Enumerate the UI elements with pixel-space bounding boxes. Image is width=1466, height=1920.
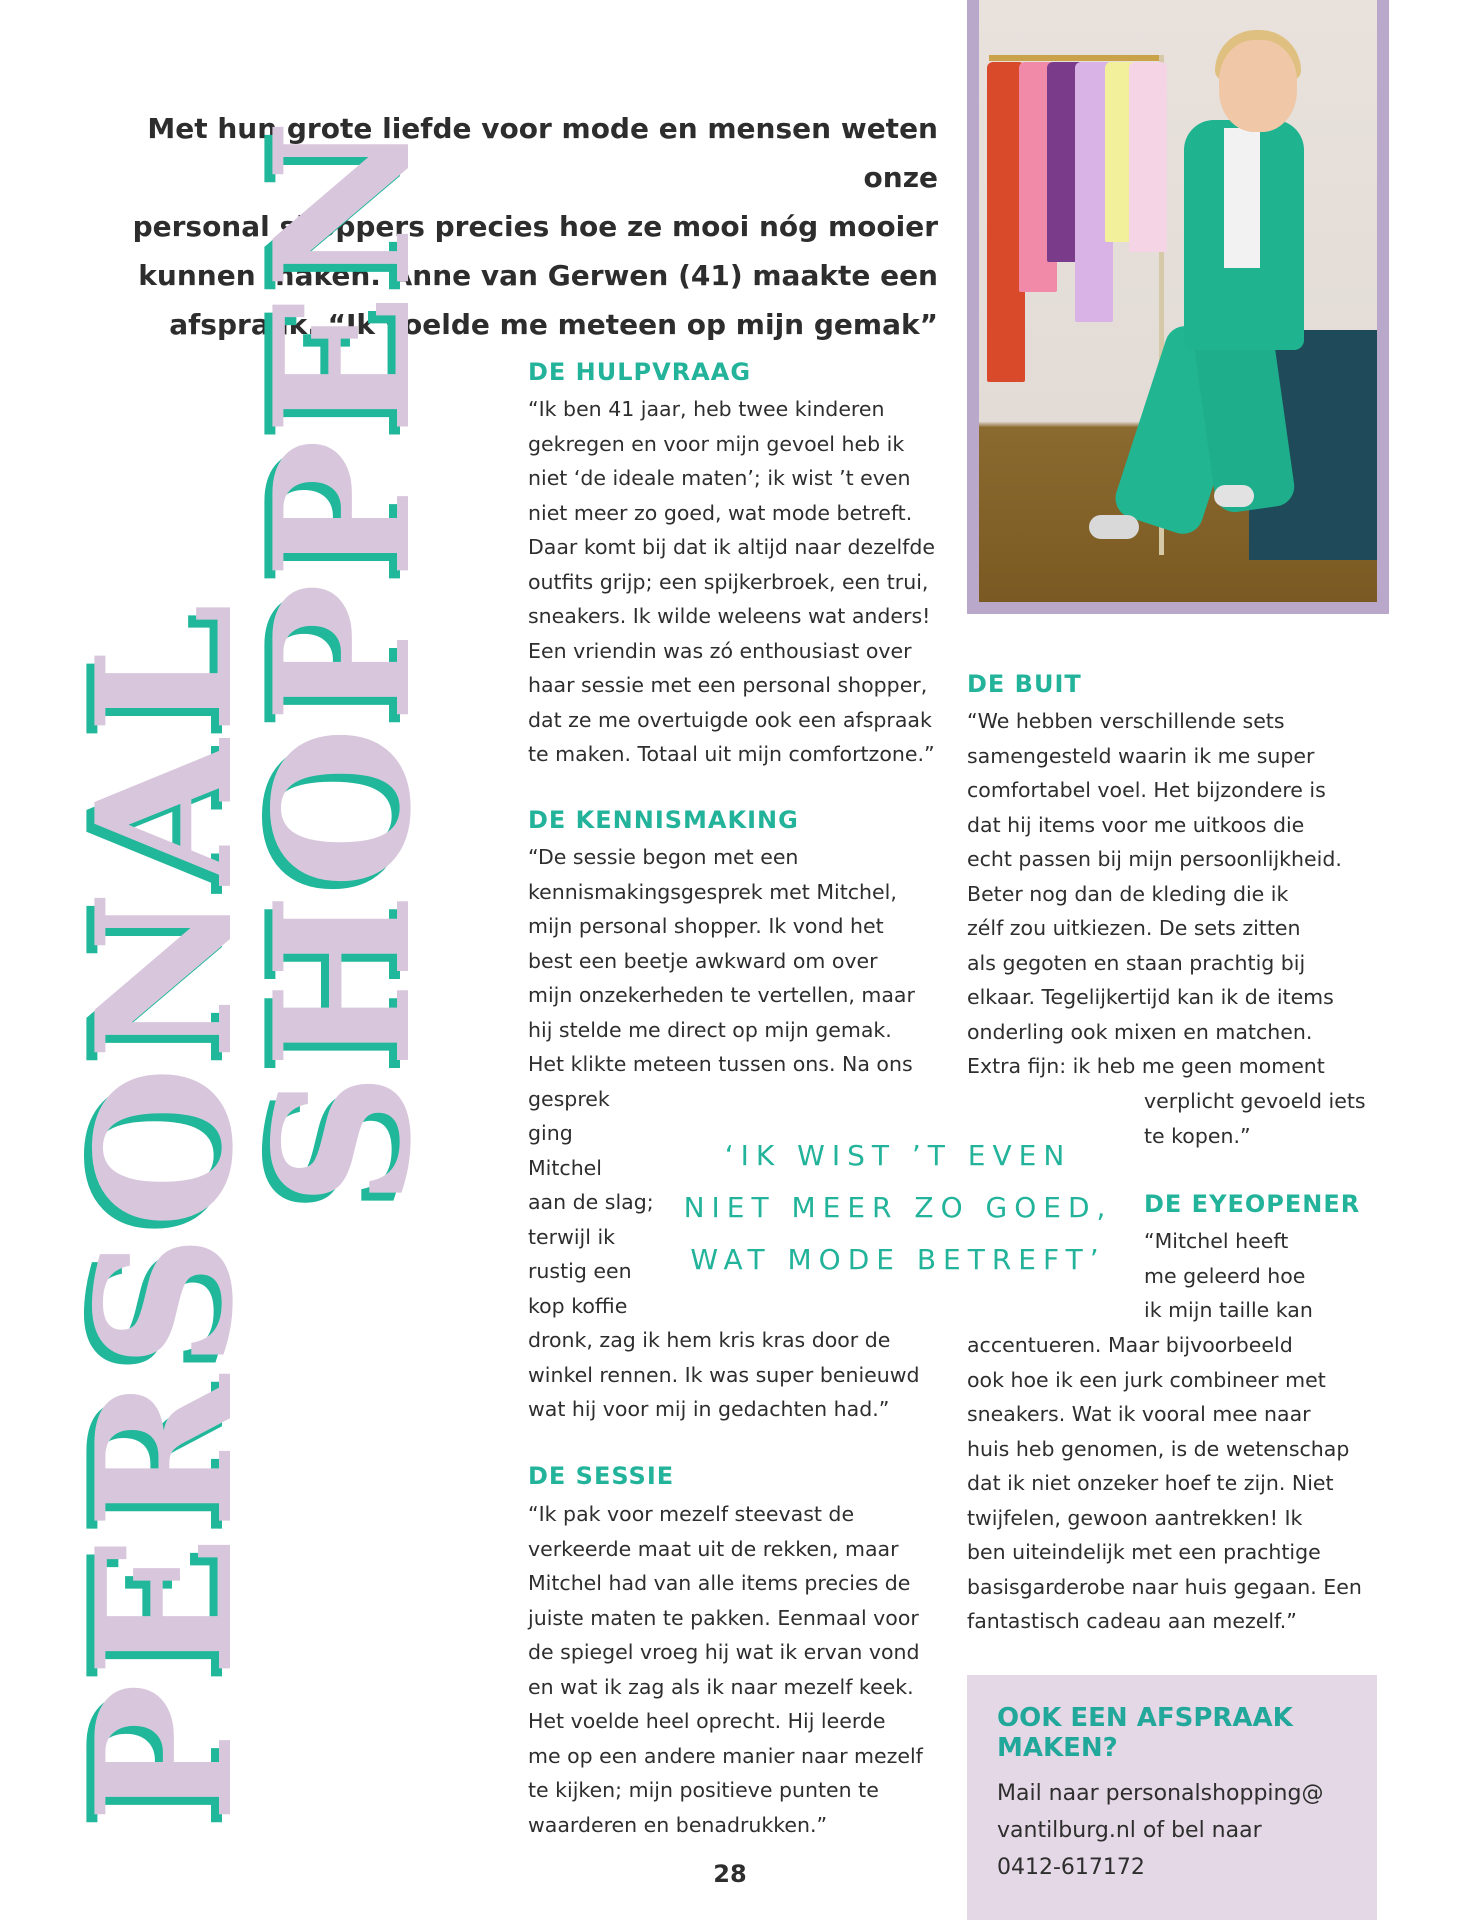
text-line: echt passen bij mijn persoonlijkheid.	[967, 847, 1342, 871]
title-shoppen: SHOPPEN	[233, 115, 452, 1207]
text-line: Extra fijn: ik heb me geen moment	[967, 1054, 1325, 1078]
text-line: “Mitchel heeft	[1144, 1229, 1289, 1253]
text-line: mijn personal shopper. Ik vond het	[528, 914, 884, 938]
text-line: winkel rennen. Ik was super benieuwd	[528, 1362, 920, 1387]
text-line: best een beetje awkward om over	[528, 948, 878, 973]
text-line: als gegoten en staan prachtig bij	[967, 950, 1306, 975]
intro-line: kunnen maken. Anne van Gerwen (41) maakte een	[138, 259, 938, 292]
quote-line: NIET MEER ZO GOED,	[683, 1191, 1113, 1224]
text-line: “Ik pak voor mezelf steevast de	[528, 1502, 855, 1526]
portrait-photo	[979, 0, 1377, 602]
text-line: kop koffie	[528, 1293, 628, 1318]
text-line: fantastisch cadeau aan mezelf.”	[967, 1609, 1297, 1633]
text-line: gesprek	[528, 1086, 610, 1111]
quote-line: ‘IK WIST ’T EVEN	[724, 1139, 1072, 1172]
text-line: verkeerde maat uit de rekken, maar	[528, 1536, 899, 1561]
text-line: niet ‘de ideale maten’; ik wist ’t even	[528, 466, 911, 490]
body-buit	[967, 704, 1387, 1084]
text-line: Een vriendin was zó enthousiast over	[528, 638, 912, 663]
text-line: dat hij items voor me uitkoos die	[967, 812, 1305, 837]
heading-kennismaking: DE KENNISMAKING	[528, 806, 799, 834]
text-line: en wat ik zag als ik naar mezelf keek.	[528, 1674, 914, 1699]
cta-line: 0412-617172	[997, 1855, 1145, 1880]
text-line: Mitchel had van alle items precies de	[528, 1571, 911, 1595]
cta-line: vantilburg.nl of bel naar	[997, 1818, 1262, 1843]
intro-line: afspraak. “Ik voelde me meteen op mijn gemak”	[169, 308, 938, 341]
text-line: mijn onzekerheden te vertellen, maar	[528, 983, 915, 1007]
body-buit-tail	[1144, 1084, 1384, 1153]
text-line: ben uiteindelijk met een prachtige	[967, 1540, 1321, 1564]
text-line: niet meer zo goed, wat mode betreft.	[528, 500, 913, 525]
text-line: aan de slag;	[528, 1190, 654, 1214]
text-line: Het voelde heel oprecht. Hij leerde	[528, 1709, 886, 1733]
pull-quote	[668, 1130, 1128, 1286]
text-line: onderling ook mixen en matchen.	[967, 1019, 1313, 1044]
intro-paragraph	[80, 104, 938, 349]
text-line: zélf zou uitkiezen. De sets zitten	[967, 916, 1301, 940]
text-line: waarderen en benadrukken.”	[528, 1812, 828, 1837]
body-eyeopener	[967, 1328, 1387, 1639]
text-line: te kopen.”	[1144, 1123, 1251, 1148]
text-line: “De sessie begon met een	[528, 845, 799, 869]
text-line: verplicht gevoeld iets	[1144, 1089, 1366, 1113]
text-line: dronk, zag ik hem kris kras door de	[528, 1328, 891, 1352]
heading-sessie: DE SESSIE	[528, 1462, 675, 1490]
text-line: te maken. Totaal uit mijn comfortzone.”	[528, 742, 935, 766]
text-line: de spiegel vroeg hij wat ik ervan vond	[528, 1640, 920, 1664]
body-eyeopener-narrow	[1144, 1224, 1384, 1328]
cta-line: Mail naar personalshopping@	[997, 1781, 1324, 1806]
heading-hulpvraag: DE HULPVRAAG	[528, 358, 752, 386]
intro-line: Met hun grote liefde voor mode en mensen weten onze	[147, 112, 938, 194]
text-line: accentueren. Maar bijvoorbeeld	[967, 1333, 1293, 1357]
text-line: elkaar. Tegelijkertijd kan ik de items	[967, 985, 1334, 1009]
text-line: comfortabel voel. Het bijzondere is	[967, 778, 1326, 802]
text-line: wat hij voor mij in gedachten had.”	[528, 1397, 890, 1421]
heading-buit: DE BUIT	[967, 670, 1082, 698]
text-line: te kijken; mijn positieve punten te	[528, 1778, 879, 1802]
text-line: Mitchel	[528, 1155, 602, 1180]
intro-line: personal shoppers precies hoe ze mooi nóg mooier	[132, 210, 938, 243]
text-line: haar sessie met een personal shopper,	[528, 673, 928, 697]
text-line: hij stelde me direct op mijn gemak.	[528, 1017, 892, 1042]
text-line: dat ik niet onzeker hoef te zijn. Niet	[967, 1471, 1334, 1495]
text-line: Daar komt bij dat ik altijd naar dezelfde	[528, 535, 936, 559]
text-line: terwijl ik	[528, 1224, 616, 1249]
text-line: sneakers. Ik wilde weleens wat anders!	[528, 604, 931, 628]
cta-box	[967, 1675, 1377, 1920]
text-line: ik mijn taille kan	[1144, 1298, 1313, 1322]
text-line: sneakers. Wat ik vooral mee naar	[967, 1402, 1311, 1426]
text-line: me op een andere manier naar mezelf	[528, 1743, 923, 1768]
title-personal: PERSONAL	[55, 597, 274, 1823]
cta-text	[997, 1775, 1347, 1886]
text-line: rustig een	[528, 1259, 632, 1283]
text-line: Beter nog dan de kleding die ik	[967, 881, 1289, 906]
quote-line: WAT MODE BETREFT’	[690, 1243, 1106, 1276]
text-line: “We hebben verschillende sets	[967, 709, 1285, 733]
text-line: Het klikte meteen tussen ons. Na ons	[528, 1052, 913, 1076]
body-hulpvraag	[528, 392, 948, 772]
heading-eyeopener: DE EYEOPENER	[1144, 1190, 1361, 1218]
text-line: ging	[528, 1121, 573, 1145]
text-line: ook hoe ik een jurk combineer met	[967, 1367, 1326, 1392]
text-line: gekregen en voor mijn gevoel heb ik	[528, 431, 905, 456]
text-line: me geleerd hoe	[1144, 1263, 1306, 1288]
body-sessie	[528, 1497, 948, 1842]
photo-frame	[967, 0, 1389, 614]
text-line: outfits grijp; een spijkerbroek, een trui,	[528, 569, 929, 594]
text-line: kennismakingsgesprek met Mitchel,	[528, 879, 897, 904]
text-line: dat ze me overtuigde ook een afspraak	[528, 707, 932, 732]
text-line: basisgarderobe naar huis gegaan. Een	[967, 1574, 1362, 1599]
text-line: twijfelen, gewoon aantrekken! Ik	[967, 1505, 1303, 1530]
cta-title: OOK EEN AFSPRAAK MAKEN?	[997, 1703, 1293, 1763]
page-number: 28	[713, 1860, 747, 1888]
text-line: samengesteld waarin ik me super	[967, 743, 1315, 768]
text-line: juiste maten te pakken. Eenmaal voor	[528, 1605, 919, 1630]
text-line: huis heb genomen, is de wetenschap	[967, 1436, 1350, 1461]
text-line: “Ik ben 41 jaar, heb twee kinderen	[528, 397, 885, 421]
